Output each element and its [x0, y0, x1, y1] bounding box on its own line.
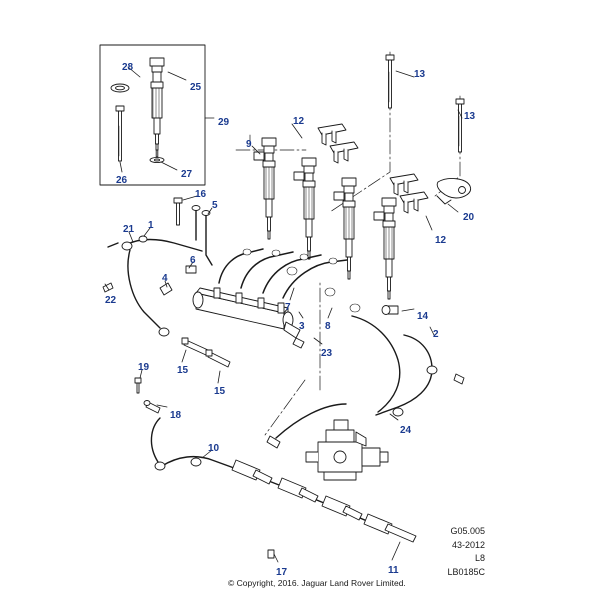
- callout-13-lower[interactable]: 13: [464, 111, 476, 122]
- fuel-rail: [193, 288, 304, 348]
- bracket-20: [437, 179, 471, 204]
- callout-14[interactable]: 14: [417, 311, 429, 322]
- pipe-5: [196, 210, 212, 265]
- callout-12-lower[interactable]: 12: [435, 235, 447, 246]
- callout-15-left[interactable]: 15: [177, 365, 189, 376]
- callout-18[interactable]: 18: [170, 410, 182, 421]
- callout-28[interactable]: 28: [122, 62, 134, 73]
- callout-25[interactable]: 25: [190, 82, 202, 93]
- meta-line-4: LB0185C: [447, 566, 485, 577]
- callout-19[interactable]: 19: [138, 362, 150, 373]
- callout-3[interactable]: 3: [299, 321, 305, 332]
- callout-8[interactable]: 8: [325, 321, 331, 332]
- high-pressure-pump: [306, 420, 388, 480]
- callout-21[interactable]: 21: [123, 224, 135, 235]
- meta-line-3: L8: [474, 553, 485, 563]
- callout-27[interactable]: 27: [181, 169, 193, 180]
- callout-11[interactable]: 11: [388, 565, 399, 576]
- clips-18-19: [135, 378, 160, 413]
- callout-10[interactable]: 10: [208, 443, 220, 454]
- callout-9[interactable]: 9: [246, 139, 252, 150]
- callout-12-upper[interactable]: 12: [293, 116, 305, 127]
- injectors: [254, 138, 396, 299]
- callout-26[interactable]: 26: [116, 175, 128, 186]
- callout-16[interactable]: 16: [195, 189, 207, 200]
- sensor-14: [382, 306, 398, 315]
- callout-22[interactable]: 22: [105, 295, 117, 306]
- callout-24[interactable]: 24: [400, 425, 412, 436]
- callout-4[interactable]: 4: [162, 273, 168, 284]
- callout-2[interactable]: 2: [433, 329, 439, 340]
- pump-supply-lines: [276, 316, 432, 438]
- callout-7[interactable]: 7: [285, 302, 291, 313]
- meta-line-2: 43-2012: [451, 539, 485, 550]
- callout-15-right[interactable]: 15: [214, 386, 226, 397]
- callout-6[interactable]: 6: [190, 255, 196, 266]
- callout-13-upper[interactable]: 13: [414, 69, 426, 80]
- bolts-15: [182, 338, 230, 367]
- leak-off-line: [108, 240, 202, 329]
- callout-17[interactable]: 17: [276, 567, 288, 578]
- callout-23[interactable]: 23: [321, 348, 333, 359]
- bolt-16: [174, 198, 182, 225]
- diagram-meta-block: [395, 525, 485, 579]
- meta-line-1: G05.005: [450, 526, 485, 536]
- callout-5[interactable]: 5: [212, 200, 218, 211]
- copyright-notice: © Copyright, 2016. Jaguar Land Rover Limited.: [228, 578, 406, 588]
- callout-20[interactable]: 20: [463, 212, 475, 223]
- inset-detail-box: [100, 45, 205, 185]
- callout-29[interactable]: 29: [218, 117, 230, 128]
- callout-1[interactable]: 1: [148, 220, 154, 231]
